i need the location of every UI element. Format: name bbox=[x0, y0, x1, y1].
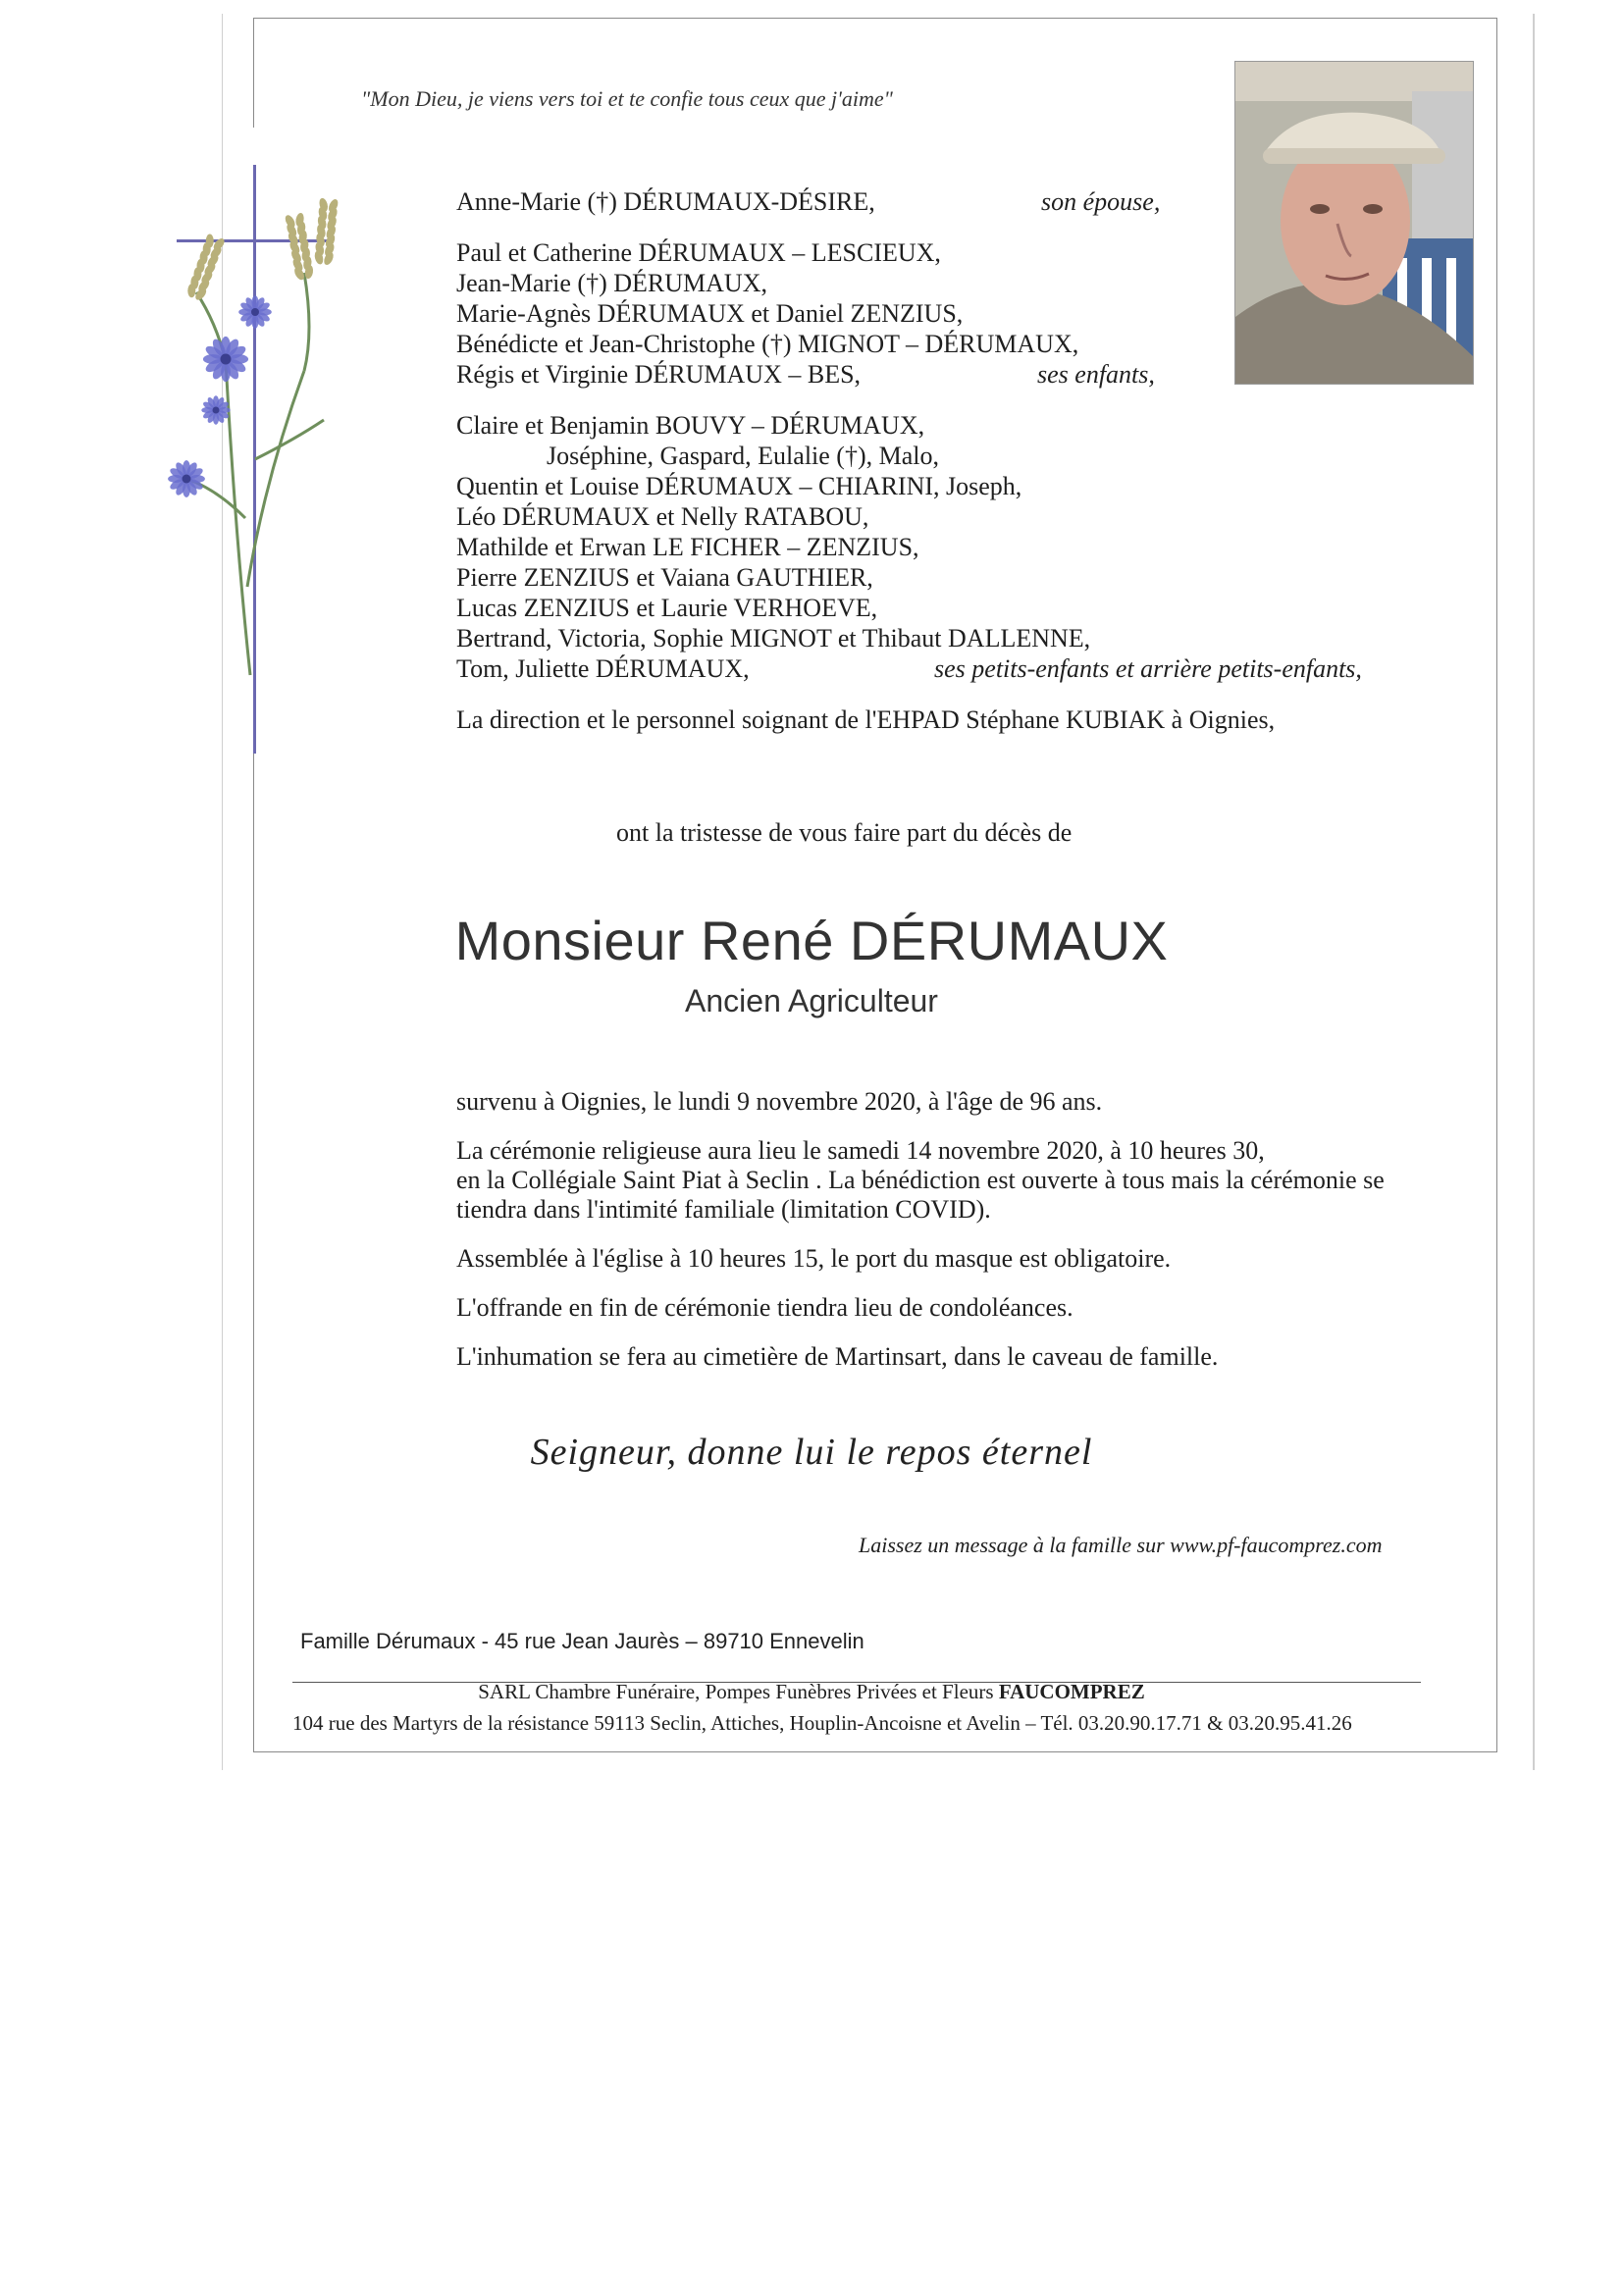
family-member-name: Bertrand, Victoria, Sophie MIGNOT et Thibaut DALLENNE, bbox=[456, 624, 1091, 652]
family-line bbox=[456, 359, 1438, 390]
family-role: ses enfants, bbox=[1037, 360, 1155, 389]
scan-edge-right bbox=[1533, 14, 1535, 1770]
company-name bbox=[0, 1680, 1623, 1704]
family-member-name: Joséphine, Gaspard, Eulalie (†), Malo, bbox=[547, 442, 940, 470]
family-member-name: Quentin et Louise DÉRUMAUX – CHIARINI, Joseph, bbox=[456, 472, 1022, 500]
family-member-name: La direction et le personnel soignant de l'EHPAD Stéphane KUBIAK à Oignies, bbox=[456, 705, 1276, 734]
family-member-name: Lucas ZENZIUS et Laurie VERHOEVE, bbox=[456, 594, 878, 622]
family-line bbox=[456, 562, 1438, 593]
family-line bbox=[456, 298, 1438, 329]
family-member-name: Marie-Agnès DÉRUMAUX et Daniel ZENZIUS, bbox=[456, 299, 964, 328]
cornflower-icon bbox=[168, 460, 205, 497]
family-line bbox=[456, 268, 1438, 298]
family-line bbox=[456, 471, 1438, 501]
deceased-name: Monsieur René DÉRUMAUX bbox=[454, 910, 1169, 971]
online-message: Laissez un message à la famille sur www.pf-faucomprez.com bbox=[859, 1533, 1383, 1557]
group-spacer bbox=[456, 684, 1438, 704]
company-prefix: SARL Chambre Funéraire, Pompes Funèbres Privées et Fleurs bbox=[478, 1680, 999, 1703]
company-brand: FAUCOMPREZ bbox=[998, 1680, 1145, 1703]
family-member-name: Jean-Marie (†) DÉRUMAUX, bbox=[456, 269, 767, 297]
family-member-name: Régis et Virginie DÉRUMAUX – BES, bbox=[456, 360, 862, 389]
company-address: 104 rue des Martyrs de la résistance 59113 Seclin, Attiches, Houplin-Ancoisne et Avelin – Tél. 03.20.90.17.71 & 03.20.95.41.26 bbox=[292, 1711, 1352, 1735]
family-line bbox=[456, 237, 1438, 268]
family-line bbox=[456, 532, 1438, 562]
cornflower-icon bbox=[203, 337, 248, 382]
family-line bbox=[456, 501, 1438, 532]
family-line bbox=[456, 186, 1438, 217]
wheat-ear-icon bbox=[312, 196, 340, 267]
flower-stem bbox=[226, 361, 250, 675]
group-spacer bbox=[456, 390, 1438, 410]
family-member-name: Paul et Catherine DÉRUMAUX – LESCIEUX, bbox=[456, 238, 941, 267]
closing-prayer: Seigneur, donne lui le repos éternel bbox=[530, 1432, 1093, 1473]
flower-stem bbox=[255, 420, 324, 459]
family-member-name: Claire et Benjamin BOUVY – DÉRUMAUX, bbox=[456, 411, 925, 440]
family-line bbox=[456, 623, 1438, 653]
frame-gap-top bbox=[250, 128, 255, 165]
family-line bbox=[456, 653, 1438, 684]
family-member-name: Tom, Juliette DÉRUMAUX, bbox=[456, 654, 750, 683]
opening-quote: "Mon Dieu, je viens vers toi et te confie tous ceux que j'aime" bbox=[361, 86, 893, 111]
group-spacer bbox=[456, 217, 1438, 237]
detail-paragraph: survenu à Oignies, le lundi 9 novembre 2020, à l'âge de 96 ans. bbox=[456, 1087, 1103, 1116]
family-member-name: Mathilde et Erwan LE FICHER – ZENZIUS, bbox=[456, 533, 919, 561]
ceremony-details bbox=[456, 1087, 1487, 1391]
family-address: Famille Dérumaux - 45 rue Jean Jaurès – 89710 Ennevelin bbox=[300, 1629, 864, 1653]
family-role: son épouse, bbox=[1041, 187, 1161, 216]
family-list bbox=[456, 186, 1438, 735]
family-line bbox=[456, 410, 1438, 441]
family-role: ses petits-enfants et arrière petits-enfants, bbox=[934, 654, 1362, 683]
cornflower-icon bbox=[201, 395, 230, 424]
family-line bbox=[456, 593, 1438, 623]
family-member-name: Pierre ZENZIUS et Vaiana GAUTHIER, bbox=[456, 563, 873, 592]
detail-paragraph: L'offrande en fin de cérémonie tiendra lieu de condoléances. bbox=[456, 1293, 1073, 1322]
announcement-text: ont la tristesse de vous faire part du décès de bbox=[616, 818, 1073, 847]
detail-paragraph: La cérémonie religieuse aura lieu le samedi 14 novembre 2020, à 10 heures 30, en la Collégiale Saint Piat à Seclin . La bénédiction est ouverte à tous mais la cérémonie se tiendra dans l'intimité familiale (limitation COVID). bbox=[456, 1136, 1385, 1224]
family-line bbox=[456, 704, 1438, 735]
detail-paragraph: L'inhumation se fera au cimetière de Martinsart, dans le caveau de famille. bbox=[456, 1342, 1219, 1371]
deceased-occupation: Ancien Agriculteur bbox=[685, 983, 938, 1018]
family-line bbox=[456, 329, 1438, 359]
family-line bbox=[456, 441, 1438, 471]
family-member-name: Léo DÉRUMAUX et Nelly RATABOU, bbox=[456, 502, 869, 531]
flower-stem bbox=[304, 273, 309, 371]
cross-flower-illustration bbox=[157, 165, 343, 754]
wheat-ear-icon bbox=[283, 211, 316, 283]
detail-paragraph: Assemblée à l'église à 10 heures 15, le port du masque est obligatoire. bbox=[456, 1244, 1172, 1273]
family-member-name: Bénédicte et Jean-Christophe (†) MIGNOT – DÉRUMAUX, bbox=[456, 330, 1079, 358]
family-member-name: Anne-Marie (†) DÉRUMAUX-DÉSIRE, bbox=[456, 187, 875, 216]
cornflower-icon bbox=[238, 295, 272, 329]
